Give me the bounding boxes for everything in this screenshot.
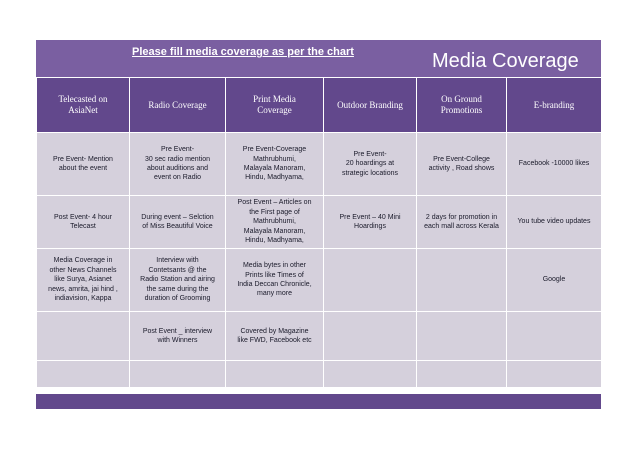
table-cell: Pre Event – 40 Mini Hoardings <box>324 196 417 249</box>
table-cell <box>324 361 417 388</box>
table-cell: Pre Event-College activity , Road shows <box>417 133 507 196</box>
table-cell <box>417 249 507 312</box>
slide <box>36 40 601 409</box>
table-cell <box>324 312 417 361</box>
table-row <box>37 249 602 312</box>
table-cell <box>130 361 226 388</box>
table-row <box>37 133 602 196</box>
column-header: Print Media Coverage <box>226 78 324 133</box>
table-cell <box>417 361 507 388</box>
column-header: On Ground Promotions <box>417 78 507 133</box>
column-header: Telecasted on AsiaNet <box>37 78 130 133</box>
column-header: Radio Coverage <box>130 78 226 133</box>
table-cell <box>226 361 324 388</box>
table-cell: During event – Selction of Miss Beautiful Voice <box>130 196 226 249</box>
table-cell <box>37 312 130 361</box>
table-row <box>37 361 602 388</box>
table-cell: Post Event – Articles on the First page of Mathrubhumi, Malayala Manoram, Hindu, Madhyama, <box>226 196 324 249</box>
table-cell <box>324 249 417 312</box>
table-cell: Pre Event- 20 hoardings at strategic locations <box>324 133 417 196</box>
media-coverage-table <box>36 77 602 388</box>
footer-bar <box>36 394 601 409</box>
table-cell: Media bytes in other Prints like Times of India Deccan Chronicle, many more <box>226 249 324 312</box>
table-cell: Post Event _ interview with Winners <box>130 312 226 361</box>
table-cell: 2 days for promotion in each mall across Kerala <box>417 196 507 249</box>
table-cell <box>417 312 507 361</box>
table-cell: Interview with Contetsants @ the Radio Station and airing the same during the duration of Grooming <box>130 249 226 312</box>
table-cell: Covered by Magazine like FWD, Facebook etc <box>226 312 324 361</box>
table-row <box>37 196 602 249</box>
table-cell: You tube video updates <box>507 196 602 249</box>
header-banner <box>36 40 601 77</box>
column-header: Outdoor Branding <box>324 78 417 133</box>
table-cell <box>507 312 602 361</box>
table-row <box>37 312 602 361</box>
table-header-row <box>37 78 602 133</box>
table-cell: Post Event- 4 hour Telecast <box>37 196 130 249</box>
table-cell <box>507 361 602 388</box>
table-cell <box>37 361 130 388</box>
table-cell: Facebook -10000 likes <box>507 133 602 196</box>
table-cell: Pre Event- Mention about the event <box>37 133 130 196</box>
instruction-text: Please fill media coverage as per the chart <box>132 46 354 58</box>
table-cell: Pre Event-Coverage Mathrubhumi, Malayala Manoram, Hindu, Madhyama, <box>226 133 324 196</box>
column-header: E-branding <box>507 78 602 133</box>
table-cell: Google <box>507 249 602 312</box>
table-cell: Media Coverage in other News Channels like Surya, Asianet news, amrita, jai hind , indiavision, Kappa <box>37 249 130 312</box>
slide-title: Media Coverage <box>432 50 579 72</box>
table-cell: Pre Event- 30 sec radio mention about auditions and event on Radio <box>130 133 226 196</box>
